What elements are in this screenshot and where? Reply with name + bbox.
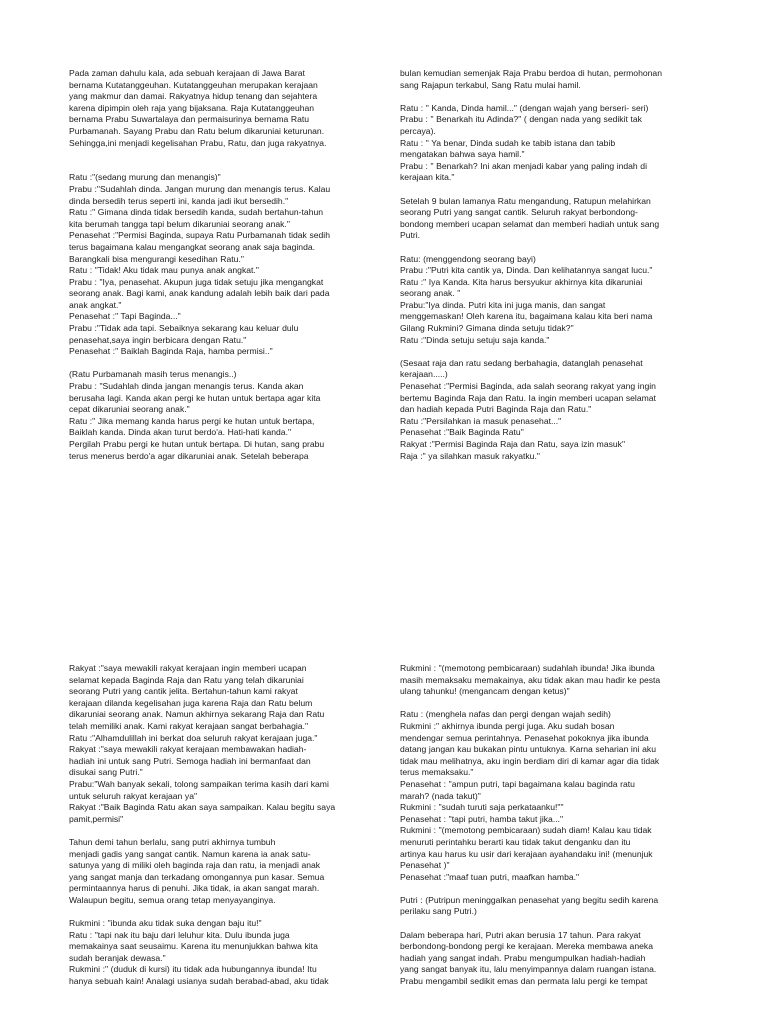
text-column-top-left: Pada zaman dahulu kala, ada sebuah kerajaan di Jawa Barat bernama Kutatanggeuhan. Kutatanggeuhan merupakan kerajaan yang makmur dan damai. Rakyatnya hidup tenang dan sejahtera karena dipimpin oleh raja yang bijaksana. Raja Kutatanggeuhan bernama Prabu Suwartalaya dan permaisurinya bernama Ratu Purbamanah. Sayang Prabu dan Ratu belum dikaruniai keturunan. Sehingga,ini menjadi kegelisahan Prabu, Ratu, dan juga rakyatnya. Ratu :"(sedang murung dan menangis)" Prabu :"Sudahlah dinda. Jangan murung dan menangis terus. Kalau dinda bersedih terus seperti ini, kanda jadi ikut bersedih." Ratu :" Gimana dinda tidak bersedih kanda, sudah bertahun-tahun kita berumah tangga tapi belum dikaruniai seorang anak." Penasehat :"Permisi Baginda, supaya Ratu Purbamanah tidak sedih terus bagaimana kalau mengangkat seorang anak saja baginda. Barangkali bisa mengurangi kesedihan Ratu." Ratu : "Tidak! Aku tidak mau punya anak angkat." Prabu : "Iya, penasehat. Akupun juga tidak setuju jika mengangkat seorang anak. Bagi kami, anak kandung adalah lebih baik dari pada anak angkat." Penasehat :" Tapi Baginda..." Prabu :"Tidak ada tapi. Sebaiknya sekarang kau keluar dulu penasehat,saya ingin berbicara dengan Ratu." Penasehat :" Baiklah Baginda Raja, hamba permisi.." (Ratu Purbamanah masih terus menangis..) Prabu : "Sudahlah dinda jangan menangis terus. Kanda akan berusaha lagi. Kanda akan pergi ke hutan untuk bertapa agar kita cepat dikaruniai seorang anak." Ratu :" Jika memang kanda harus pergi ke hutan untuk bertapa, Baiklah kanda. Dinda akan turut berdo'a. Hati-hati kanda." Pergilah Prabu pergi ke hutan untuk bertapa. Di hutan, sang prabu terus menerus berdo'a agar dikaruniai anak. Setelah beberapa — [69, 68, 331, 461]
text-column-bottom-left: Rakyat :"saya mewakili rakyat kerajaan ingin memberi ucapan selamat kepada Baginda Raja dan Ratu yang telah dikaruniai seorang Putri yang cantik jelita. Bertahun-tahun kami rakyat kerajaan dilanda kegelisahan juga karena Raja dan Ratu belum dikaruniai seorang anak. Namun akhirnya sekarang Raja dan Ratu telah memiliki anak. Kami rakyat kerajaan sangat berbahagia." Ratu :"Alhamdulillah ini berkat doa seluruh rakyat kerajaan juga." Rakyat :"saya mewakili rakyat kerajaan membawakan hadiah- hadiah ini untuk sang Putri. Semoga hadiah ini bermanfaat dan disukai sang Putri." Prabu:"Wah banyak sekali, tolong sampaikan terima kasih dari kami untuk seluruh rakyat kerajaan ya" Rakyat :"Baik Baginda Ratu akan saya sampaikan. Kalau begitu saya pamit,permisi" Tahun demi tahun berlalu, sang putri akhirnya tumbuh menjadi gadis yang sangat cantik. Namun karena ia anak satu- satunya yang di miliki oleh baginda raja dan ratu, ia menjadi anak yang sangat manja dan terkadang omongannya pun kasar. Semua permintaannya harus di penuhi. Jika tidak, ia akan sangat marah. Walaupun begitu, semua orang tetap menyayanginya. Rukmini : "ibunda aku tidak suka dengan baju itu!" Ratu : "tapi nak itu baju dari leluhur kita. Dulu ibunda juga memakainya saat seusaimu. Karena itu menunjukkan bahwa kita sudah beranjak dewasa." Rukmini :" (duduk di kursi) itu tidak ada hubungannya ibunda! Itu hanya sebuah kain! Analagi usianya sudah berabad-abad, aku tidak — [69, 663, 336, 987]
text-column-top-right: bulan kemudian semenjak Raja Prabu berdoa di hutan, permohonan sang Rajapun terkabul, Sang Ratu mulai hamil. Ratu : " Kanda, Dinda hamil..." (dengan wajah yang berseri- seri) Prabu : " Benarkah itu Adinda?" ( dengan nada yang sedikit tak percaya). Ratu : " Ya benar, Dinda sudah ke tabib istana dan tabib mengatakan bahwa saya hamil." Prabu : " Benarkah? Ini akan menjadi kabar yang paling indah di kerajaan kita." Setelah 9 bulan lamanya Ratu mengandung, Ratupun melahirkan seorang Putri yang sangat cantik. Seluruh rakyat berbondong- bondong memberi ucapan selamat dan memberi hadiah untuk sang Putri. Ratu: (menggendong seorang bayi) Prabu :"Putri kita cantik ya, Dinda. Dan kelihatannya sangat lucu." Ratu :" Iya Kanda. Kita harus bersyukur akhirnya kita dikaruniai seorang anak. " Prabu:"Iya dinda. Putri kita ini juga manis, dan sangat menggemaskan! Oleh karena itu, bagaimana kalau kita beri nama Gilang Rukmini? Gimana dinda setuju tidak?" Ratu :"Dinda setuju setuju saja kanda." (Sesaat raja dan ratu sedang berbahagia, datanglah penasehat kerajaan.....) Penasehat :"Permisi Baginda, ada salah seorang rakyat yang ingin bertemu Baginda Raja dan Ratu. Ia ingin memberi ucapan selamat dan hadiah kepada Putri Baginda Raja dan Ratu." Ratu :"Persilahkan ia masuk penasehat..." Penasehat :"Baik Baginda Ratu" Rakyat :"Permisi Baginda Raja dan Ratu, saya izin masuk" Raja :" ya silahkan masuk rakyatku." — [400, 68, 662, 461]
text-column-bottom-right: Rukmini : "(memotong pembicaraan) sudahlah ibunda! Jika ibunda masih memaksaku memakainya, aku tidak akan mau hadir ke pesta ulang tahunku! (mengancam dengan ketus)" Ratu : (menghela nafas dan pergi dengan wajah sedih) Rukmini :" akhirnya ibunda pergi juga. Aku sudah bosan mendengar semua perintahnya. Penasehat pokoknya jika ibunda datang jangan kau bukakan pintu untuknya. Karna seharian ini aku tidak mau melihatnya, aku ingin berdiam diri di kamar agar dia tidak terus memaksaku." Penasehat : "ampun putri, tapi bagaimana kalau baginda ratu marah? (nada takut)" Rukmini : "sudah turuti saja perkataanku!"" Penasehat : "tapi putri, hamba takut jika..." Rukmini : "(memotong pembicaraan) sudah diam! Kalau kau tidak menuruti perintahku berarti kau tidak takut denganku dan itu artinya kau harus ku usir dari kerajaan ayahandaku ini! (menunjuk Penasehat )" Penasehat :"maaf tuan putri, maafkan hamba." Putri : (Putripun meninggalkan penasehat yang begitu sedih karena perilaku sang Putri.) Dalam beberapa hari, Putri akan berusia 17 tahun. Para rakyat berbondong-bondong pergi ke kerajaan. Mereka membawa aneka hadiah yang sangat indah. Prabu mengumpulkan hadiah-hadiah yang sangat banyak itu, lalu menyimpannya dalam ruangan istana. Prabu mengambil sedikit emas dan permata lalu pergi ke tempat — [400, 663, 661, 987]
